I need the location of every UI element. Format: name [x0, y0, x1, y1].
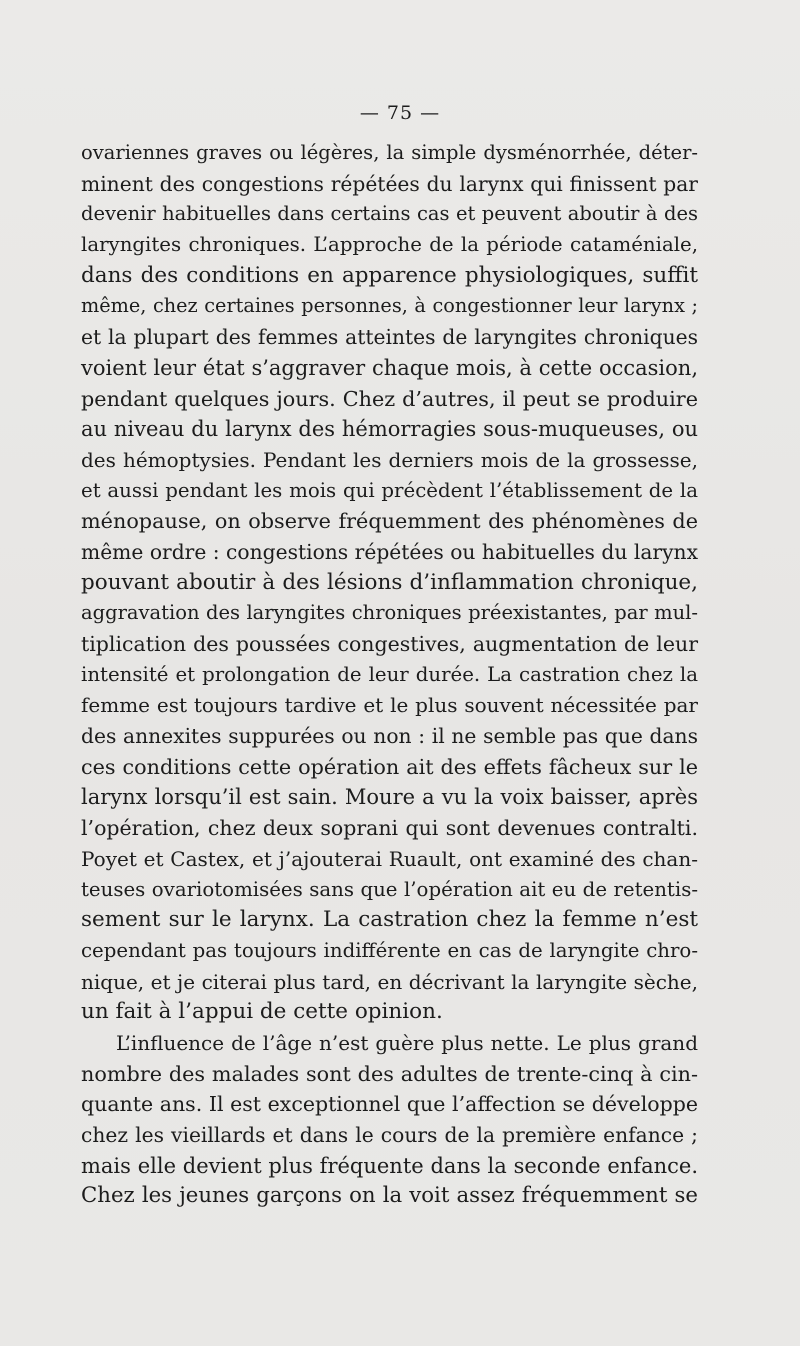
text-line: et la plupart des femmes atteintes de laryngites chroniques	[81, 325, 698, 350]
text-line: chez les vieillards et dans le cours de la première enfance ;	[81, 1123, 698, 1147]
text-line: laryngites chroniques. L’approche de la période cataméniale,	[81, 233, 698, 257]
text-line: minent des congestions répétées du larynx qui finissent par	[81, 171, 698, 196]
text-line: même ordre : congestions répétées ou habituelles du larynx	[81, 539, 698, 564]
body-text	[81, 138, 698, 1212]
text-line: pendant quelques jours. Chez d’autres, il peut se produire	[81, 386, 698, 411]
text-line: nombre des malades sont des adultes de trente-cinq à cin-	[81, 1061, 698, 1086]
text-line: larynx lorsqu’il est sain. Moure a vu la voix baisser, après	[81, 785, 698, 810]
text-line: quante ans. Il est exceptionnel que l’affection se développe	[81, 1092, 698, 1117]
text-line: mais elle devient plus fréquente dans la seconde enfance.	[81, 1153, 698, 1178]
text-line: et aussi pendant les mois qui précèdent l’établissement de la	[81, 478, 698, 502]
text-line: femme est toujours tardive et le plus souvent nécessitée par	[81, 693, 698, 718]
text-line: cependant pas toujours indifférente en cas de laryngite chro-	[81, 938, 698, 962]
text-line: au niveau du larynx des hémorragies sous-muqueuses, ou	[81, 417, 698, 442]
text-line: dans des conditions en apparence physiologiques, suffit	[81, 262, 698, 288]
text-line-paragraph-start: L’influence de l’âge n’est guère plus nette. Le plus grand	[116, 1030, 698, 1055]
text-line: des annexites suppurées ou non : il ne semble pas que dans	[81, 724, 698, 749]
text-line: ces conditions cette opération ait des effets fâcheux sur le	[81, 754, 698, 779]
text-line: des hémoptysies. Pendant les derniers mois de la grossesse,	[81, 447, 698, 472]
text-line: Chez les jeunes garçons on la voit assez fréquemment se	[81, 1183, 698, 1209]
text-line-paragraph-end: un fait à l’appui de cette opinion.	[81, 999, 443, 1025]
text-line: même, chez certaines personnes, à congestionner leur larynx ;	[81, 294, 698, 318]
text-line: Poyet et Castex, et j’ajouterai Ruault, ont examiné des chan-	[81, 846, 698, 871]
text-line: ovariennes graves ou légères, la simple dysménorrhée, déter-	[81, 141, 698, 164]
text-line: intensité et prolongation de leur durée. La castration chez la	[81, 662, 698, 686]
text-line: aggravation des laryngites chroniques préexistantes, par mul-	[81, 601, 698, 625]
text-line: devenir habituelles dans certains cas et peuvent aboutir à des	[81, 202, 698, 226]
text-line: nique, et je citerai plus tard, en décrivant la laryngite sèche,	[81, 969, 698, 994]
text-line: ménopause, on observe fréquemment des phénomènes de	[81, 509, 698, 534]
text-line: teuses ovariotomisées sans que l’opération ait eu de retentis-	[81, 877, 698, 901]
text-line: l’opération, chez deux soprani qui sont devenues contralti.	[81, 816, 698, 841]
text-line: tiplication des poussées congestives, augmentation de leur	[81, 632, 698, 656]
page-number: — 75 —	[359, 102, 441, 124]
text-line: pouvant aboutir à des lésions d’inflammation chronique,	[81, 569, 698, 595]
text-line: sement sur le larynx. La castration chez la femme n’est	[81, 907, 698, 933]
text-line: voient leur état s’aggraver chaque mois, à cette occasion,	[81, 355, 698, 380]
